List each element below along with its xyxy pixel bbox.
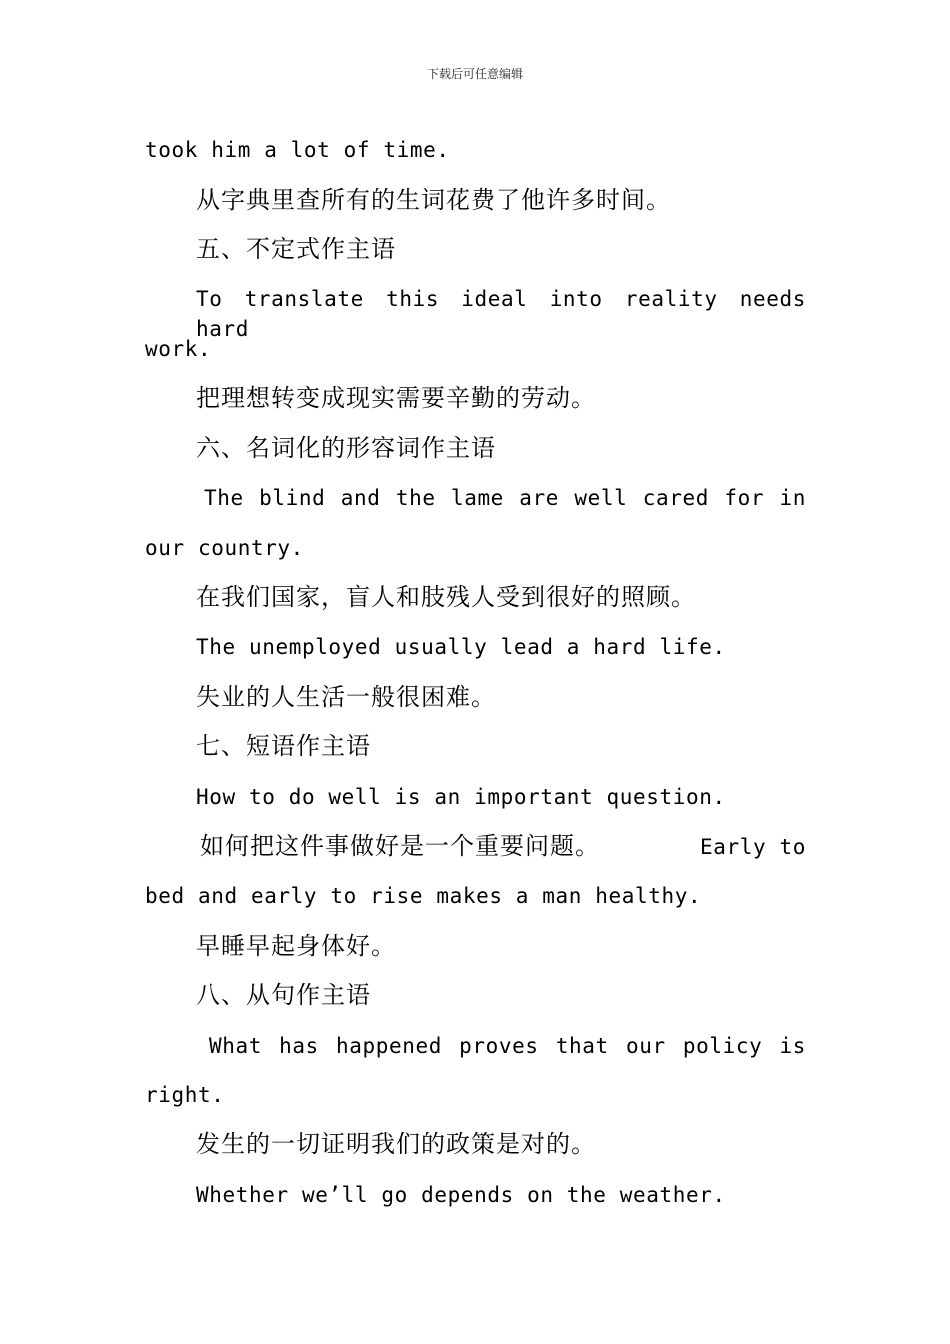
text-segment: 如何把这件事做好是一个重要问题。 xyxy=(200,832,600,860)
text-line: work. xyxy=(145,337,212,361)
text-line: How to do well is an important question. xyxy=(196,785,726,809)
text-line: our country. xyxy=(145,536,304,560)
text-line: right. xyxy=(145,1083,225,1107)
section-heading: 五、不定式作主语 xyxy=(196,235,396,263)
text-line: 失业的人生活一般很困难。 xyxy=(196,683,496,711)
section-heading: 六、名词化的形容词作主语 xyxy=(196,434,496,462)
text-segment: Early to xyxy=(700,835,806,859)
text-line: took him a lot of time. xyxy=(145,138,450,162)
text-line: The unemployed usually lead a hard life. xyxy=(196,635,726,659)
text-line: 在我们国家，盲人和肢残人受到很好的照顾。 xyxy=(196,583,696,611)
section-heading: 八、从句作主语 xyxy=(196,981,371,1009)
section-heading: 七、短语作主语 xyxy=(196,732,371,760)
text-line: To translate this ideal into reality needs hard xyxy=(196,287,806,341)
text-line: What has happened proves that our policy is xyxy=(209,1034,806,1058)
page-header: 下载后可任意编辑 xyxy=(426,67,523,81)
text-line xyxy=(200,831,806,861)
text-line: bed and early to rise makes a man healthy. xyxy=(145,884,702,908)
text-line: The blind and the lame are well cared for in xyxy=(204,486,806,510)
text-line: 从字典里查所有的生词花费了他许多时间。 xyxy=(196,186,671,214)
text-line: 发生的一切证明我们的政策是对的。 xyxy=(196,1130,596,1158)
text-line: 早睡早起身体好。 xyxy=(196,932,396,960)
text-line: 把理想转变成现实需要辛勤的劳动。 xyxy=(196,384,596,412)
text-line: Whether we’ll go depends on the weather. xyxy=(196,1183,726,1207)
